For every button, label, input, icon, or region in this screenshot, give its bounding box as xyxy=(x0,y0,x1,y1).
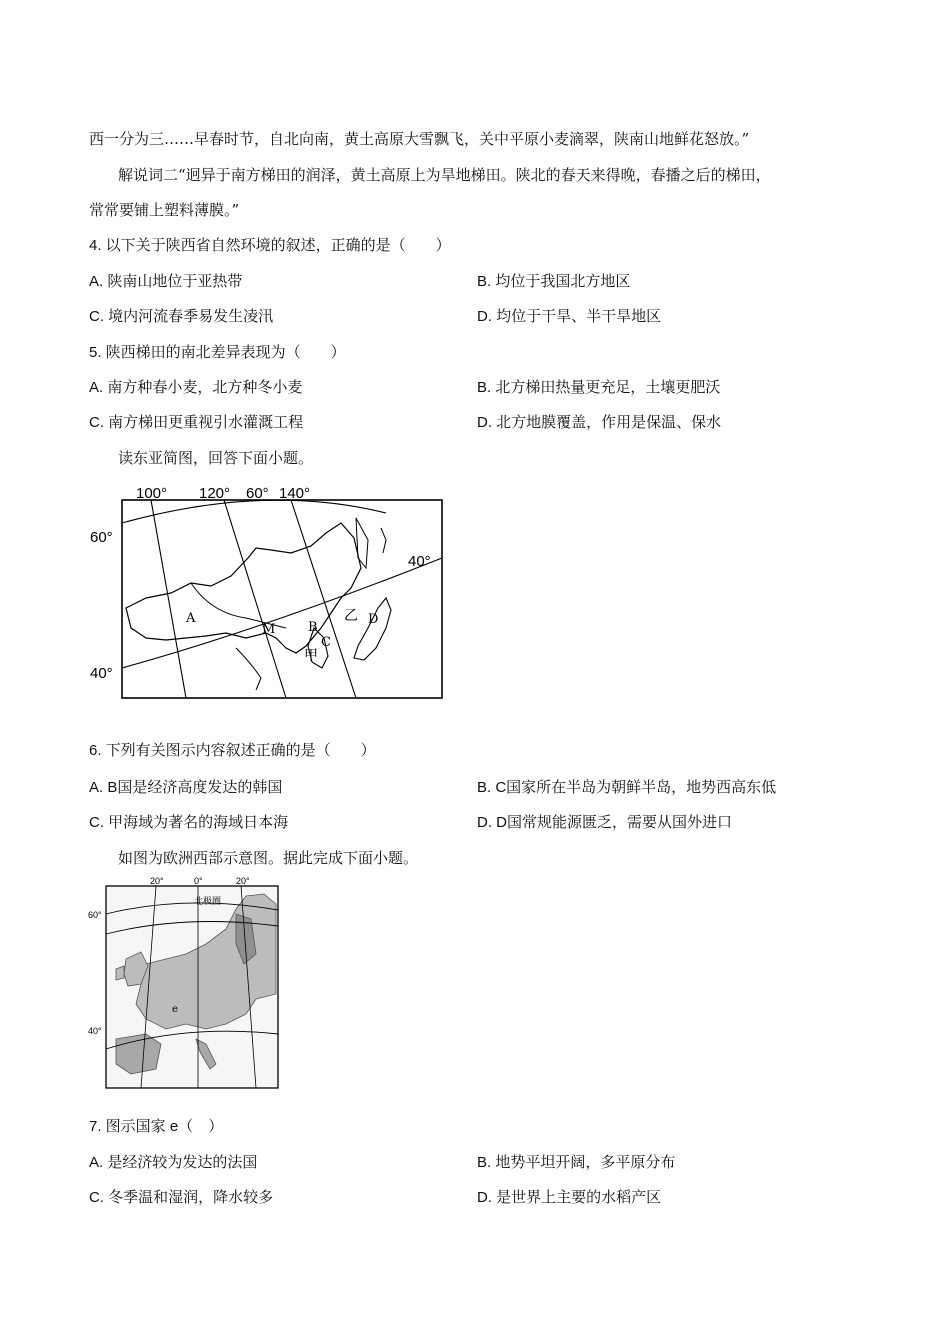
question-7-option-d: D. 是世界上主要的水稻产区 xyxy=(477,1189,662,1206)
meridian-100-line xyxy=(151,500,186,698)
question-7-option-a: A. 是经济较为发达的法国 xyxy=(89,1154,258,1171)
lon-label-60: 60° xyxy=(246,485,269,502)
question-6-stem: 6. 下列有关图示内容叙述正确的是（ ） xyxy=(89,742,376,759)
arctic-circle-label: 北极圈 xyxy=(194,897,222,907)
lon-label-0: 0° xyxy=(194,876,203,886)
parallel-40-line xyxy=(122,558,442,668)
island-outline xyxy=(354,598,391,660)
east-asia-intro: 读东亚简图，回答下面小题。 xyxy=(118,449,314,467)
question-7-stem: 7. 图示国家 e（ ） xyxy=(89,1118,224,1135)
question-5-option-d: D. 北方地膜覆盖，作用是保温、保水 xyxy=(477,414,722,431)
question-7-option-c: C. 冬季温和湿润，降水较多 xyxy=(89,1189,274,1206)
map-label-yi: 乙 xyxy=(344,608,358,624)
question-6-option-b: B. C国家所在半岛为朝鲜半岛，地势西高东低 xyxy=(477,779,777,796)
map-label-b: B xyxy=(308,620,318,635)
map-label-d: D xyxy=(368,612,379,627)
question-5-option-a: A. 南方种春小麦，北方种冬小麦 xyxy=(89,379,303,396)
question-5-option-b: B. 北方梯田热量更充足，土壤更肥沃 xyxy=(477,379,721,396)
lon-label-100: 100° xyxy=(136,485,168,502)
map-frame xyxy=(122,500,442,698)
western-europe-map xyxy=(86,874,282,1092)
question-4-stem: 4. 以下关于陕西省自然环境的叙述，正确的是（ ） xyxy=(89,237,451,254)
lon-label-20e: 20° xyxy=(236,876,250,886)
lat-label-40: 40° xyxy=(88,1026,102,1036)
question-6-option-a: A. B国是经济高度发达的韩国 xyxy=(89,779,283,796)
question-4-option-b: B. 均位于我国北方地区 xyxy=(477,273,631,290)
passage-line-1: 西一分为三……早春时节，自北向南，黄土高原大雪飘飞，关中平原小麦滴翠，陕南山地鲜花怒放。” xyxy=(89,130,750,148)
meridian-120-line xyxy=(224,500,286,698)
passage-line-3: 常常要铺上塑料薄膜。” xyxy=(89,201,240,219)
europe-intro: 如图为欧洲西部示意图。据此完成下面小题。 xyxy=(118,849,419,867)
lat-label-40-left: 40° xyxy=(90,665,113,682)
map-label-m: M xyxy=(262,622,276,637)
question-5-option-c: C. 南方梯田更重视引水灌溉工程 xyxy=(89,414,304,431)
mainland-outline xyxy=(126,523,361,653)
question-7-option-b: B. 地势平坦开阔，多平原分布 xyxy=(477,1154,676,1171)
east-asia-map xyxy=(86,478,446,706)
question-5-stem: 5. 陕西梯田的南北差异表现为（ ） xyxy=(89,344,346,361)
map-label-c: C xyxy=(321,635,331,650)
island-chain xyxy=(381,528,386,553)
lon-label-140: 140° xyxy=(279,485,311,502)
passage-line-2: 解说词二“迥异于南方梯田的润泽，黄土高原上为旱地梯田。陕北的春天来得晚，春播之后的梯田， xyxy=(118,166,771,184)
island-outline-2 xyxy=(356,518,368,568)
lat-label-60: 60° xyxy=(90,529,113,546)
question-6-option-d: D. D国常规能源匮乏，需要从国外进口 xyxy=(477,814,733,831)
country-e-label: e xyxy=(172,1004,178,1015)
map-label-a: A xyxy=(186,611,196,626)
question-4-option-a: A. 陕南山地位于亚热带 xyxy=(89,273,243,290)
question-4-option-d: D. 均位于干旱、半干旱地区 xyxy=(477,308,662,325)
question-6-option-c: C. 甲海域为著名的海域日本海 xyxy=(89,814,289,831)
lon-label-20w: 20° xyxy=(150,876,164,886)
lat-label-60: 60° xyxy=(88,910,102,920)
lat-label-40-right: 40° xyxy=(408,553,431,570)
map-label-jia: 甲 xyxy=(304,648,318,664)
question-4-option-c: C. 境内河流春季易发生凌汛 xyxy=(89,308,274,325)
river-line xyxy=(236,648,261,690)
parallel-60-line xyxy=(122,500,386,523)
lon-label-120: 120° xyxy=(199,485,231,502)
